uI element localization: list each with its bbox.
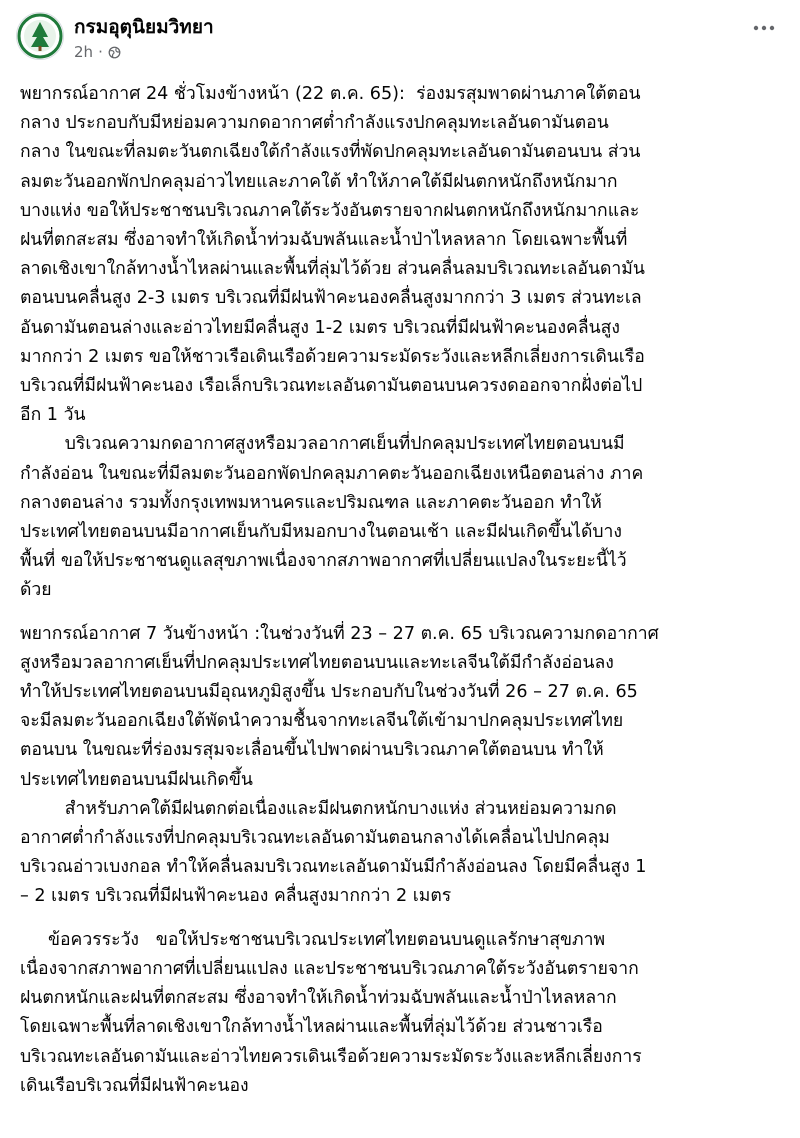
post-text-line: โดยเฉพาะพื้นที่ลาดเชิงเขาใกล้ทางน้ำไหลผ่านและพื้นที่ลุ่มไว้ด้วย ส่วนชาวเรือ (20, 1017, 603, 1038)
globe-icon[interactable] (108, 46, 121, 59)
post-text-line: มากกว่า 2 เมตร ขอให้ชาวเรือเดินเรือด้วยความระมัดระวังและหลีกเลี่ยงการเดินเรือ (20, 346, 645, 367)
post-text-line: พยากรณ์อากาศ 24 ชั่วโมงข้างหน้า (22 ต.ค. 65): ร่องมรสุมพาดผ่านภาคใต้ตอน (20, 84, 641, 104)
post-header (0, 0, 800, 78)
post-text-line: บริเวณทะเลอันดามันและอ่าวไทยควรเดินเรือด้วยความระมัดระวังและหลีกเลี่ยงการ (20, 1046, 642, 1067)
post-text-line: ประเทศไทยตอนบนมีฝนเกิดขึ้น (20, 769, 253, 790)
forecast-24h-paragraph (20, 80, 790, 430)
post-text-line: พื้นที่ ขอให้ประชาชนดูแลสุขภาพเนื่องจากสภาพอากาศที่เปลี่ยนแปลงในระยะนี้ไว้ (20, 551, 627, 572)
post-text-line: ทำให้ประเทศไทยตอนบนมีอุณหภูมิสูงขึ้น ประกอบกับในช่วงวันที่ 26 – 27 ต.ค. 65 (20, 682, 638, 703)
post-text-line: ฝนที่ตกสะสม ซึ่งอาจทำให้เกิดน้ำท่วมฉับพลันและน้ำป่าไหลหลาก โดยเฉพาะพื้นที่ (20, 230, 628, 251)
post-text-line: สูงหรือมวลอากาศเย็นที่ปกคลุมประเทศไทยตอนบนและทะเลจีนใต้มีกำลังอ่อนลง (20, 652, 614, 673)
post-text-line: ข้อควรระวัง ขอให้ประชาชนบริเวณประเทศไทยตอนบนดูแลรักษาสุขภาพ (20, 929, 606, 950)
post-text-line: ลาดเชิงเขาใกล้ทางน้ำไหลผ่านและพื้นที่ลุ่มไว้ด้วย ส่วนคลื่นลมบริเวณทะเลอันดามัน (20, 259, 645, 280)
avatar[interactable] (16, 12, 64, 60)
post-text-line: เดินเรือบริเวณที่มีฝนฟ้าคะนอง (20, 1075, 249, 1096)
post-text-line: ตอนบน ในขณะที่ร่องมรสุมจะเลื่อนขึ้นไปพาดผ่านบริเวณภาคใต้ตอนบน ทำให้ (20, 740, 604, 761)
post-text-line: กำลังอ่อน ในขณะที่มีลมตะวันออกพัดปกคลุมภาคตะวันออกเฉียงเหนือตอนล่าง ภาค (20, 463, 644, 484)
cold-air-paragraph (20, 430, 790, 605)
south-forecast-paragraph (20, 795, 790, 912)
post-time[interactable]: 2h (74, 43, 94, 61)
post-text-line: ประเทศไทยตอนบนมีอากาศเย็นกับมีหมอกบางในตอนเช้า และมีฝนเกิดขึ้นได้บาง (20, 522, 623, 543)
post-text-line: อีก 1 วัน (20, 405, 86, 426)
post-text-line: อันดามันตอนล่างและอ่าวไทยมีคลื่นสูง 1-2 เมตร บริเวณที่มีฝนฟ้าคะนองคลื่นสูง (20, 317, 620, 338)
post-text-line: กลาง ในขณะที่ลมตะวันตกเฉียงใต้กำลังแรงที่พัดปกคลุมทะเลอันดามันตอนบน ส่วน (20, 142, 641, 163)
tmd-logo (17, 13, 63, 59)
warning-paragraph (20, 926, 790, 1101)
post-text-line: อากาศต่ำกำลังแรงที่ปกคลุมบริเวณทะเลอันดามันตอนกลางได้เคลื่อนไปปกคลุม (20, 828, 610, 849)
post-meta (74, 43, 121, 61)
post-text-line: บางแห่ง ขอให้ประชาชนบริเวณภาคใต้ระวังอันตรายจากฝนตกหนักถึงหนักมากและ (20, 200, 640, 221)
post-text-line: ฝนตกหนักและฝนที่ตกสะสม ซึ่งอาจทำให้เกิดน้ำท่วมฉับพลันและน้ำป่าไหลหลาก (20, 988, 617, 1009)
post-body (20, 80, 790, 1101)
post-text-line: บริเวณอ่าวเบงกอล ทำให้คลื่นลมบริเวณทะเลอันดามันมีกำลังอ่อนลง โดยมีคลื่นสูง 1 (20, 857, 647, 878)
post-text-line: ตอนบนคลื่นสูง 2-3 เมตร บริเวณที่มีฝนฟ้าคะนองคลื่นสูงมากกว่า 3 เมตร ส่วนทะเล (20, 288, 642, 309)
post-text-line: สำหรับภาคใต้มีฝนตกต่อเนื่องและมีฝนตกหนักบางแห่ง ส่วนหย่อมความกด (20, 798, 617, 819)
post-text-line: กลาง ประกอบกับมีหย่อมความกดอากาศต่ำกำลังแรงปกคลุมทะเลอันดามันตอน (20, 113, 609, 134)
page-name[interactable]: กรมอุตุนิยมวิทยา (74, 16, 214, 38)
forecast-7day-paragraph (20, 620, 790, 795)
post-text-line: กลางตอนล่าง รวมทั้งกรุงเทพมหานครและปริมณฑล และภาคตะวันออก ทำให้ (20, 492, 602, 513)
post-text-line: ด้วย (20, 580, 52, 601)
post-text-line: – 2 เมตร บริเวณที่มีฝนฟ้าคะนอง คลื่นสูงมากกว่า 2 เมตร (20, 886, 452, 907)
more-options-button[interactable] (744, 14, 784, 42)
more-options-icon (752, 24, 776, 32)
post-text-line: บริเวณที่มีฝนฟ้าคะนอง เรือเล็กบริเวณทะเลอันดามันตอนบนควรงดออกจากฝั่งต่อไป (20, 376, 643, 397)
post-text-line: เนื่องจากสภาพอากาศที่เปลี่ยนแปลง และประชาชนบริเวณภาคใต้ระวังอันตรายจาก (20, 958, 639, 979)
post-text-line: พยากรณ์อากาศ 7 วันข้างหน้า :ในช่วงวันที่ 23 – 27 ต.ค. 65 บริเวณความกดอากาศ (20, 623, 659, 644)
post-text-line: ลมตะวันออกพักปกคลุมอ่าวไทยและภาคใต้ ทำให้ภาคใต้มีฝนตกหนักถึงหนักมาก (20, 171, 618, 192)
post-text-line: บริเวณความกดอากาศสูงหรือมวลอากาศเย็นที่ปกคลุมประเทศไทยตอนบนมี (20, 434, 625, 455)
post-text-line: จะมีลมตะวันออกเฉียงใต้พัดนำความชื้นจากทะเลจีนใต้เข้ามาปกคลุมประเทศไทย (20, 711, 624, 732)
meta-separator: · (98, 43, 103, 61)
